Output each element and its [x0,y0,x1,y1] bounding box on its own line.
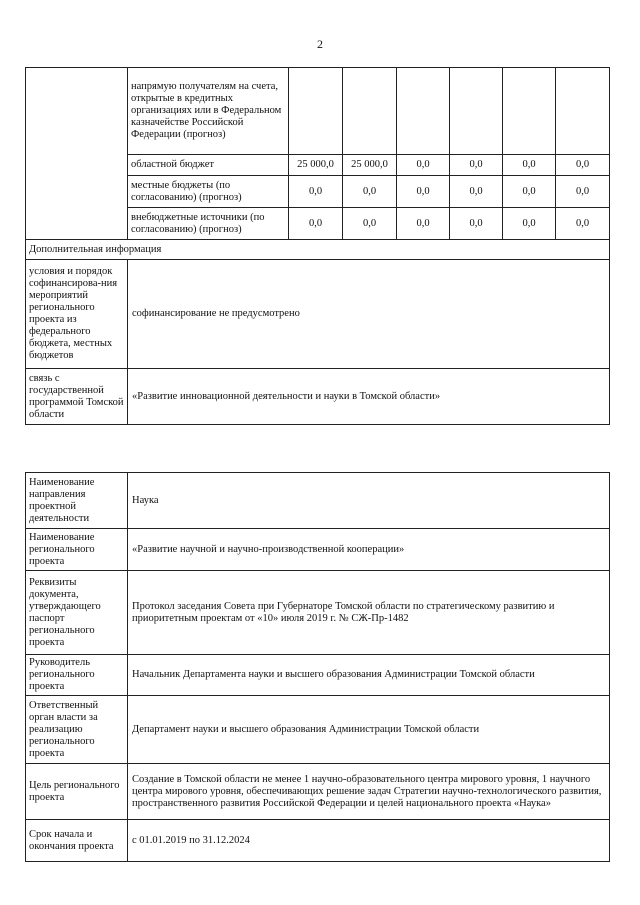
passport-table [25,472,610,862]
passport-row-value: «Развитие научной и научно-производственной кооперации» [128,529,610,571]
passport-row-label: Наименование направления проектной деятельности [26,473,128,529]
info-row-value: софинансирование не предусмотрено [128,260,610,369]
passport-row [26,529,610,571]
info-row-label: условия и порядок софинансирова-ния мероприятий регионального проекта из федерального бюджета, местных бюджетов [26,260,128,369]
passport-row [26,571,610,655]
funding-row-label: местные бюджеты (по согласованию) (прогноз) [128,176,289,208]
passport-row-value: Начальник Департамента науки и высшего образования Администрации Томской области [128,655,610,696]
passport-row [26,764,610,820]
funding-value: 0,0 [397,155,450,176]
funding-row [26,68,610,155]
funding-value [343,68,397,155]
funding-value: 0,0 [397,176,450,208]
passport-row-value: Департамент науки и высшего образования Администрации Томской области [128,696,610,764]
funding-row-label: внебюджетные источники (по согласованию) (прогноз) [128,208,289,240]
funding-value: 0,0 [289,176,343,208]
additional-info-header: Дополнительная информация [26,240,610,260]
funding-value: 0,0 [556,176,610,208]
page-number: 2 [317,37,323,51]
passport-row [26,473,610,529]
funding-value [556,68,610,155]
funding-value: 25 000,0 [289,155,343,176]
funding-value: 0,0 [503,208,556,240]
funding-value: 25 000,0 [343,155,397,176]
funding-value: 0,0 [556,155,610,176]
funding-value [289,68,343,155]
info-row [26,260,610,369]
funding-value: 0,0 [343,176,397,208]
funding-value: 0,0 [343,208,397,240]
funding-value: 0,0 [503,155,556,176]
funding-empty-cell [26,68,128,240]
passport-row-label: Ответственный орган власти за реализацию регионального проекта [26,696,128,764]
funding-value [397,68,450,155]
funding-row-label: напрямую получателям на счета, открытые в кредитных организациях или в Федеральном казначействе Российской Федерации (прогноз) [128,68,289,155]
passport-row-label: Реквизиты документа, утверждающего паспорт регионального проекта [26,571,128,655]
info-row-value: «Развитие инновационной деятельности и науки в Томской области» [128,369,610,425]
passport-row-label: Наименование регионального проекта [26,529,128,571]
passport-row [26,696,610,764]
passport-row-label: Цель регионального проекта [26,764,128,820]
funding-value: 0,0 [289,208,343,240]
passport-row [26,820,610,862]
funding-value: 0,0 [556,208,610,240]
additional-info-header-row [26,240,610,260]
funding-row-label: областной бюджет [128,155,289,176]
passport-row-label: Руководитель регионального проекта [26,655,128,696]
passport-row-label: Срок начала и окончания проекта [26,820,128,862]
passport-row-value: Наука [128,473,610,529]
funding-value: 0,0 [503,176,556,208]
info-row [26,369,610,425]
funding-value: 0,0 [450,176,503,208]
funding-value: 0,0 [397,208,450,240]
passport-row [26,655,610,696]
funding-table [25,67,610,425]
info-row-label: связь с государственной программой Томской области [26,369,128,425]
funding-value: 0,0 [450,208,503,240]
passport-row-value: с 01.01.2019 по 31.12.2024 [128,820,610,862]
passport-row-value: Создание в Томской области не менее 1 научно-образовательного центра мирового уровня, 1 научного центра мирового уровня, обеспечивающих решение задач Стратегии научно-технологического развития, пространственного развития Российской Федерации и целей национального проекта «Наука» [128,764,610,820]
funding-value [450,68,503,155]
funding-value [503,68,556,155]
funding-value: 0,0 [450,155,503,176]
passport-row-value: Протокол заседания Совета при Губернаторе Томской области по стратегическому развитию и приоритетным проектам от «10» июля 2019 г. № СЖ-Пр-1482 [128,571,610,655]
